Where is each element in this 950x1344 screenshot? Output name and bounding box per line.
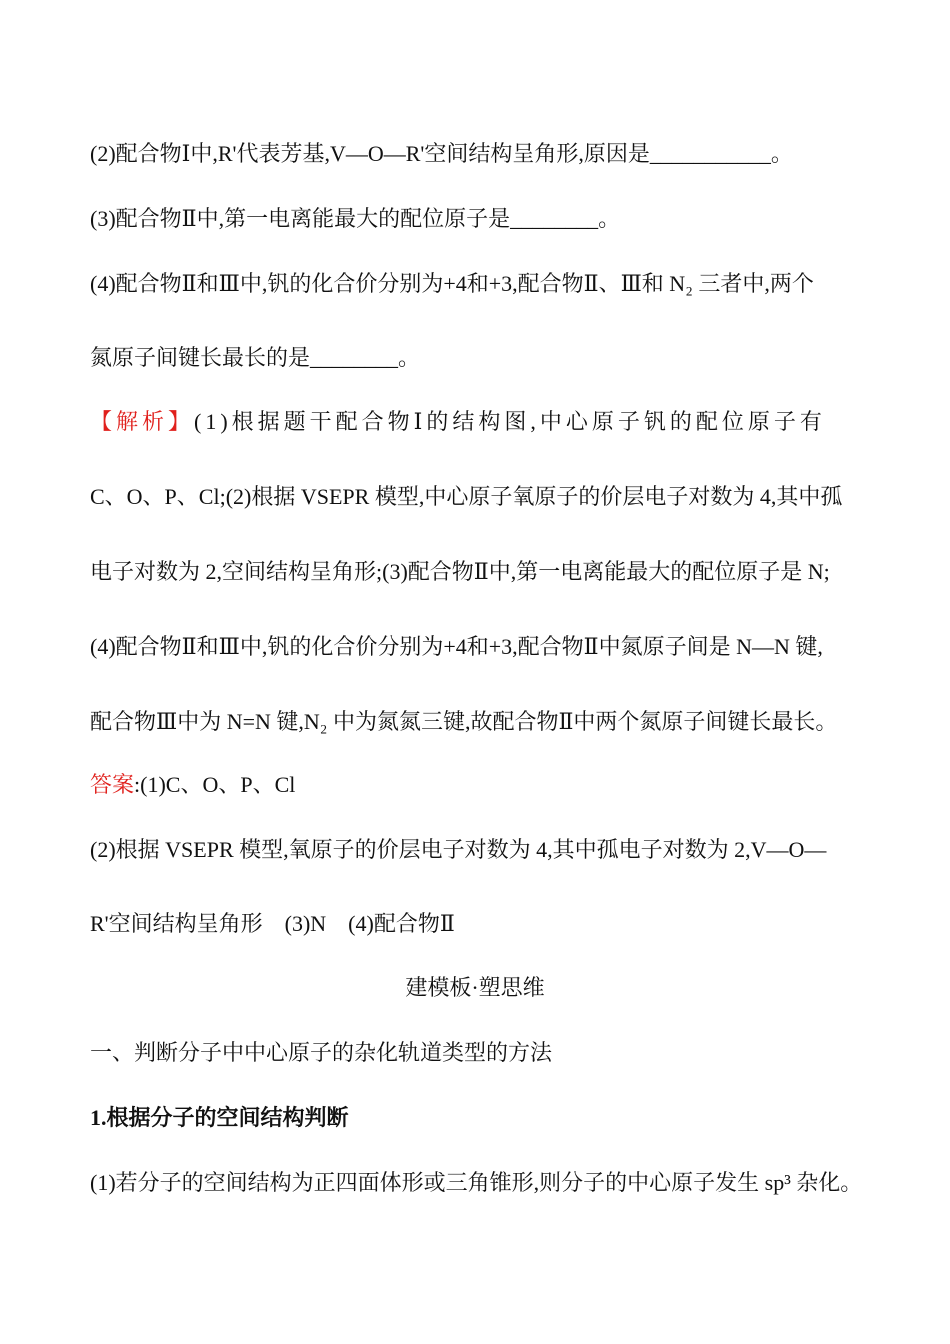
- question-4-line-1: (4)配合物Ⅱ和Ⅲ中,钒的化合价分别为+4和+3,配合物Ⅱ、Ⅲ和 N₂ 三者中,两个: [90, 271, 814, 296]
- question-3: (3)配合物Ⅱ中,第一电离能最大的配位原子是________。: [90, 206, 621, 231]
- analysis-line-2: C、O、P、Cl;(2)根据 VSEPR 模型,中心原子氧原子的价层电子对数为 4,其中孤: [90, 484, 843, 509]
- analysis-line-4: (4)配合物Ⅱ和Ⅲ中,钒的化合价分别为+4和+3,配合物Ⅱ中氮原子间是 N—N 键,: [90, 634, 823, 659]
- heading-structure: 1.根据分子的空间结构判断: [90, 1105, 349, 1130]
- analysis-line-1: [90, 405, 826, 436]
- answer-text-1: :(1)C、O、P、Cl: [134, 772, 296, 797]
- question-4-line-2: 氮原子间键长最长的是________。: [90, 345, 421, 370]
- analysis-label: 【解析】: [90, 409, 195, 434]
- question-2: (2)配合物Ⅰ中,R'代表芳基,V—O—R'空间结构呈角形,原因是___________。: [90, 141, 793, 166]
- analysis-line-5: 配合物Ⅲ中为 N=N 键,N₂ 中为氮氮三键,故配合物Ⅱ中两个氮原子间键长最长。: [90, 709, 838, 734]
- analysis-line-3: 电子对数为 2,空间结构呈角形;(3)配合物Ⅱ中,第一电离能最大的配位原子是 N;: [90, 559, 830, 584]
- section-title: 建模板·塑思维: [405, 975, 545, 1000]
- rule-1: (1)若分子的空间结构为正四面体形或三角锥形,则分子的中心原子发生 sp³ 杂化。: [90, 1170, 863, 1195]
- answer-line-1: [90, 768, 295, 799]
- answer-label: 答案: [90, 772, 135, 797]
- answer-line-2: (2)根据 VSEPR 模型,氧原子的价层电子对数为 4,其中孤电子对数为 2,V—O—: [90, 837, 827, 862]
- answer-line-3: R'空间结构呈角形 (3)N (4)配合物Ⅱ: [90, 911, 455, 936]
- heading-method: 一、判断分子中中心原子的杂化轨道类型的方法: [90, 1040, 553, 1065]
- analysis-text-1: (1)根据题干配合物Ⅰ的结构图,中心原子钒的配位原子有: [194, 409, 826, 434]
